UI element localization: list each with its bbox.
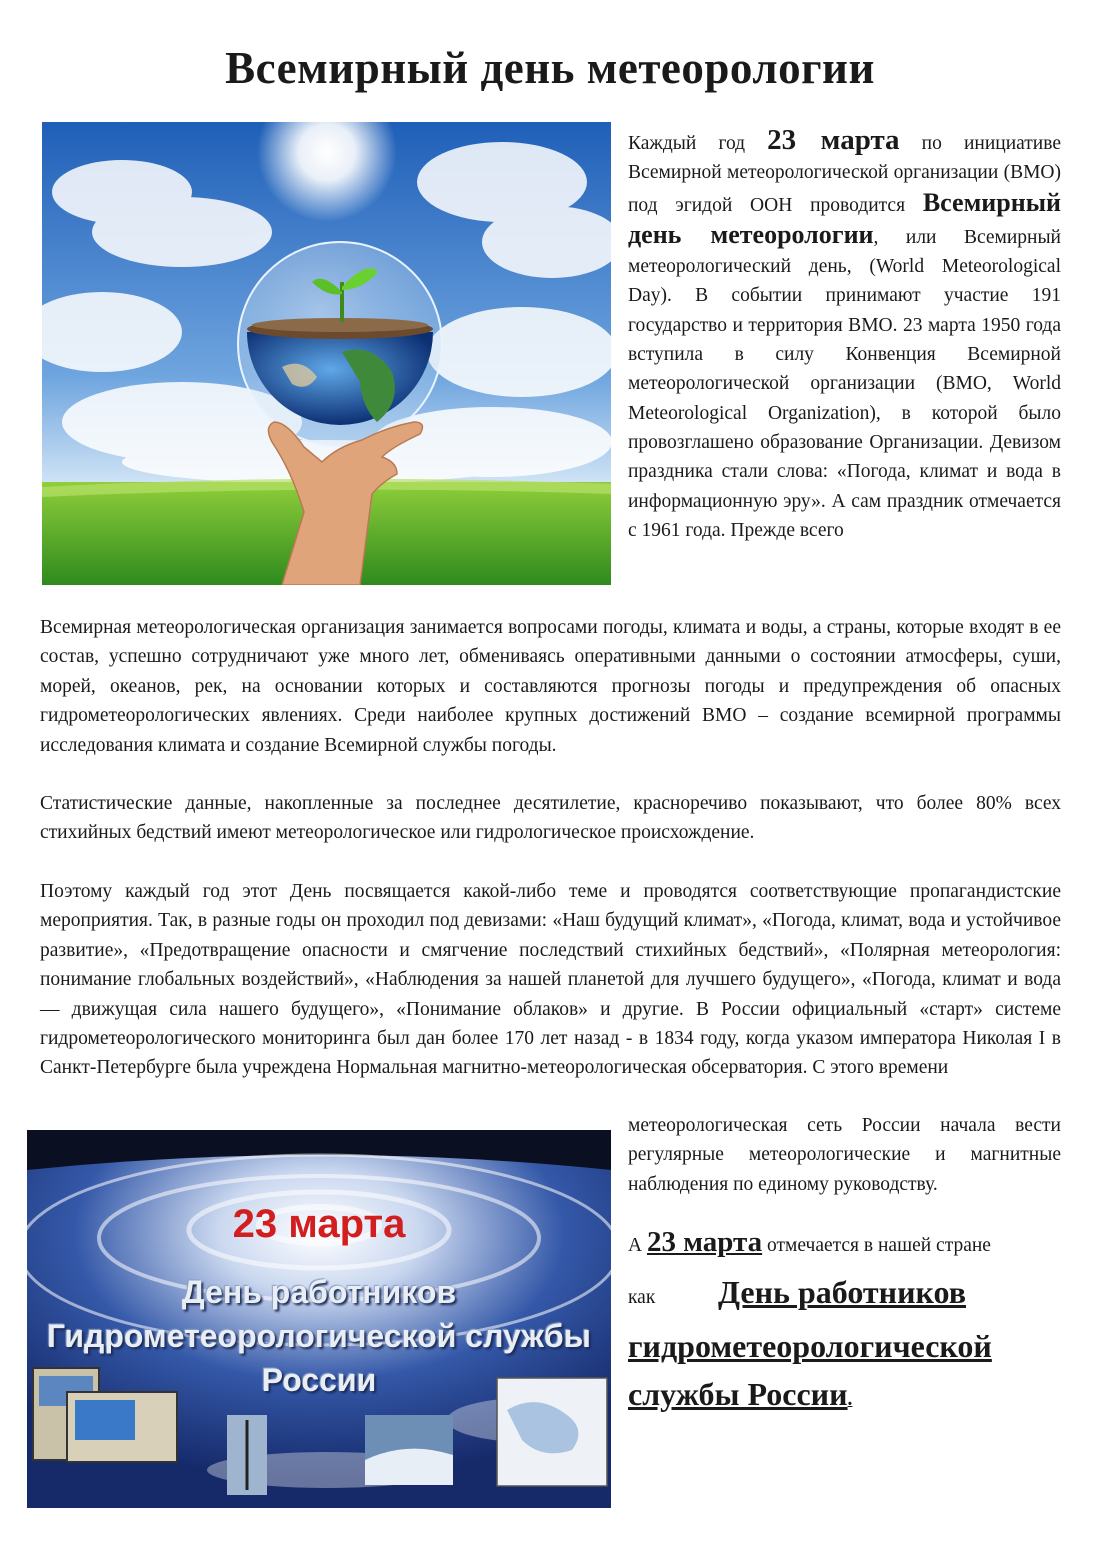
date-highlight: 23 марта (767, 124, 900, 156)
intro-paragraph-continued: Всемирная метеорологическая организация занимается вопросами погоды, климата и воды, а страны, которые входят в ее состав, успешно сотрудничают уже много лет, обмениваясь оперативными данными о состоянии атмосферы, суши, морей, океанов, рек, на основании которых и составляются прогнозы погоды и предупреждения об опасных гидрометеорологических явлениях. Среди наиболее крупных достижений ВМО – создание всемирной программы исследования климата и создание Всемирной службы погоды. (40, 617, 1061, 756)
day-name-highlight: Всемирный день метеорологии (628, 187, 1061, 249)
banner-title: День работников Гидрометеорологической службы России (47, 1274, 591, 1398)
globe-hand-illustration (42, 122, 611, 585)
intro-paragraph (628, 126, 1061, 545)
page-title: Всемирный день метеорологии (225, 43, 875, 93)
hydromet-day-banner (27, 1130, 611, 1508)
final-text-middle: отмечается в нашей стране (762, 1235, 991, 1256)
intro-text-end: , или Всемирный метеорологический день, (World Meteorological Day). В событии принимают участие 191 государство и территория ВМО. 23 марта 1950 года вступила в силу Конвенция Всемирной метеорологической организации (ВМО, World Meteorological Organization), в которой было провозглашено образование Организации. Девизом праздника стали слова: «Погода, климат и вода в информационную эру». А сам праздник отмечается с 1961 года. Прежде всего (628, 226, 1061, 541)
final-text-start: А (628, 1235, 647, 1256)
themes-paragraph-continued: метеорологическая сеть России начала вести регулярные метеорологические и магнитные наблюдения по единому руководству. (628, 1115, 1061, 1195)
final-sentence-line (628, 1224, 1061, 1264)
final-holiday-block (628, 1268, 1061, 1424)
intro-text-start: Каждый год (628, 133, 768, 154)
holiday-name: День работников гидрометеорологической службы России (628, 1274, 992, 1412)
intro-text-middle: по инициативе Всемирной метеорологической организации (ВМО) под эгидой ООН проводится (628, 133, 1061, 216)
final-text-how: как (628, 1287, 656, 1308)
final-date: 23 марта (646, 1226, 763, 1258)
banner-date: 23 марта (232, 1202, 406, 1246)
final-dot: . (847, 1389, 853, 1410)
statistics-paragraph: Статистические данные, накопленные за последнее десятилетие, красноречиво показывают, что более 80% всех стихийных бедствий имеют метеорологическое или гидрологическое происхождение. (40, 793, 1061, 844)
themes-paragraph: Поэтому каждый год этот День посвящается какой-либо теме и проводятся соответствующие пропагандистские мероприятия. Так, в разные годы он проходил под девизами: «Наш будущий климат», «Погода, климат, вода и устойчивое развитие», «Предотвращение опасности и смягчение последствий стихийных бедствий», «Полярная метеорология: понимание глобальных воздействий», «Наблюдения за нашей планетой для лучшего будущего», «Погода, климат и вода — движущая сила нашего будущего», «Понимание облаков» и другие. В России официальный «старт» системе гидрометеорологического мониторинга был дан более 170 лет назад - в 1834 году, когда указом императора Николая I в Санкт-Петербурге была учреждена Нормальная магнитно-метеорологическая обсерватория. С этого времени (40, 881, 1061, 1079)
